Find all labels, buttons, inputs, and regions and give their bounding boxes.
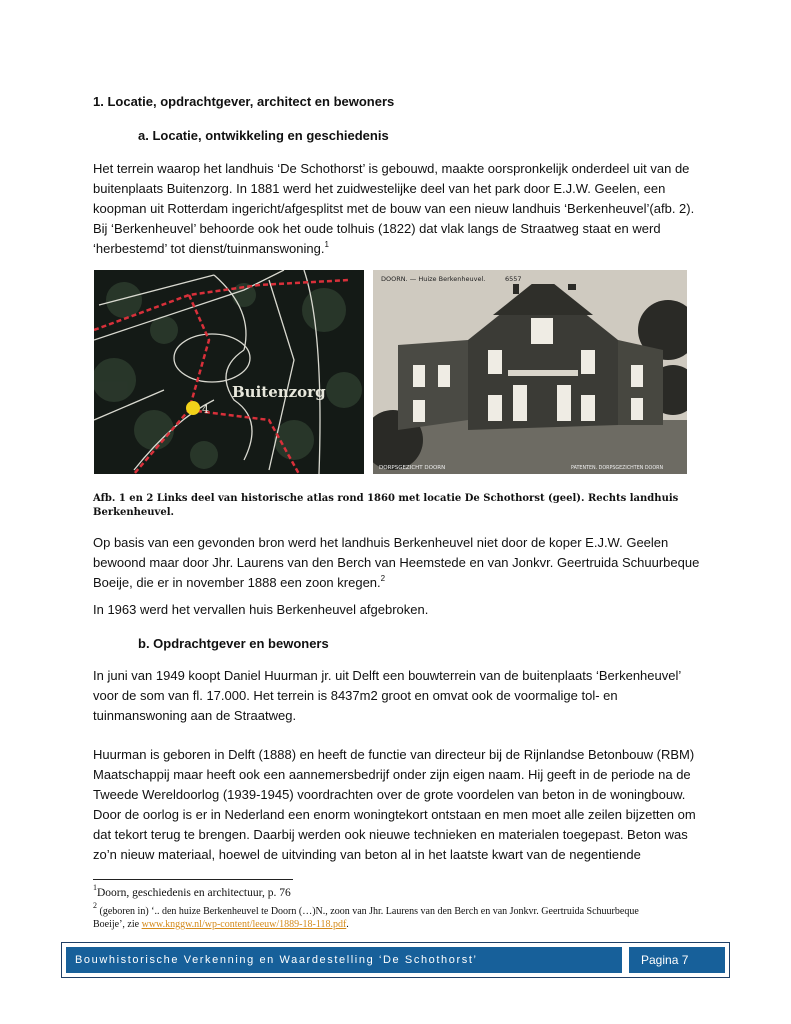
footnote-2 xyxy=(93,901,653,931)
paragraph-huurman: Huurman is geboren in Delft (1888) en heeft de functie van directeur bij de Rijnlandse Betonbouw (RBM) Maatschappij maar heeft ook een aannemersbedrijf onder zijn eigen naam. Hij geeft in de periode na de Tweede Wereldoorlog (1939-1945) voordrachten over de grote voordelen van beton in de woningbouw. Door de oorlog is er in Nederland een enorm woningtekort ontstaan en men moet alle zeilen bijzetten om dat tekort terug te brengen. Daarbij werden ook nieuwe technieken en materialen toegepast. Beton was zo’n nieuw materiaal, hoewel de uitvinding van beton al in het laatste kwart van de negentiende xyxy=(93,747,696,862)
location-marker-yellow xyxy=(186,401,200,415)
paragraph-residents xyxy=(93,533,705,593)
footnote-1-mark: 1 xyxy=(93,883,97,892)
footnote-divider xyxy=(93,879,293,880)
postcard-number: 6557 xyxy=(505,275,522,283)
footer-page-number: Pagina 7 xyxy=(629,947,725,973)
section-title: 1. Locatie, opdrachtgever, architect en bewoners xyxy=(93,94,395,109)
postcard-bottom-left: DORPSGEZICHT DOORN xyxy=(379,465,446,471)
paragraph-demolition: In 1963 werd het vervallen huis Berkenheuvel afgebroken. xyxy=(93,602,429,617)
footnote-1-text: Doorn, geschiedenis en architectuur, p. 76 xyxy=(97,887,291,899)
subsection-a-title: a. Locatie, ontwikkeling en geschiedenis xyxy=(138,128,389,143)
footnote-2-link[interactable]: www.knggw.nl/wp-content/leeuw/1889-18-118.pdf xyxy=(141,919,347,930)
footnote-2-mark: 2 xyxy=(93,901,97,910)
paragraph-purchase: In juni van 1949 koopt Daniel Huurman jr. uit Delft een bouwterrein van de buitenplaats ‘Berkenheuvel’ voor de som van fl. 17.000. Het terrein is 8437m2 groot en omvat ook de voormalige tol- en tuinmanswoning aan de Straatweg. xyxy=(93,668,681,723)
map-marker-number: 4 xyxy=(202,403,209,416)
postcard-bottom-right: PATENTEN. DORPSGEZICHTEN DOORN xyxy=(571,466,664,471)
paragraph-residents-text: Op basis van een gevonden bron werd het landhuis Berkenheuvel niet door de koper E.J.W. Geelen bewoond maar door Jhr. Laurens van den Berch van Heemstede en van Jonkvr. Geertruida Schuurbeque Boeije, die er in november 1888 een zoon kregen. xyxy=(93,535,700,590)
postcard-title: DOORN. — Huize Berkenheuvel. xyxy=(381,275,486,283)
figure-caption: Afb. 1 en 2 Links deel van historische atlas rond 1860 met locatie De Schothorst (geel). Rechts landhuis Berkenheuvel. xyxy=(93,493,679,518)
footnote-ref-1[interactable]: 1 xyxy=(324,240,329,249)
footer-document-title: Bouwhistorische Verkenning en Waardestelling ‘De Schothorst’ xyxy=(66,947,622,973)
footnote-ref-2[interactable]: 2 xyxy=(380,574,386,583)
footnote-1 xyxy=(93,883,653,900)
footnote-2-end: . xyxy=(346,919,349,930)
berkenheuvel-postcard-image xyxy=(373,270,687,474)
map-label-buitenzorg: Buitenzorg xyxy=(232,383,326,401)
footnote-2-text: (geboren in) ‘.. den huize Berkenheuvel te Doorn (…)N., zoon van Jhr. Laurens van den Berch en van Jonkvr. Geertruida Schuurbeque Boeije’, zie xyxy=(93,906,639,930)
subsection-b-title: b. Opdrachtgever en bewoners xyxy=(138,636,329,651)
paragraph-location-text: Het terrein waarop het landhuis ‘De Schothorst’ is gebouwd, maakte oorspronkelijk onderdeel uit van de buitenplaats Buitenzorg. In 1881 werd het zuidwestelijke deel van het park door E.J.W. Geelen, een koopman uit Rotterdam ingericht/afgesplitst met de bouw van een nieuw landhuis ‘Berkenheuvel’(afb. 2). Bij ‘Berkenheuvel’ behoorde ook het oude tolhuis (1822) dat vlak langs de Straatweg staat en werd ‘herbestemd’ tot dienst/tuinmanswoning. xyxy=(93,161,695,256)
historic-atlas-map-image xyxy=(94,270,364,474)
paragraph-location xyxy=(93,159,705,259)
